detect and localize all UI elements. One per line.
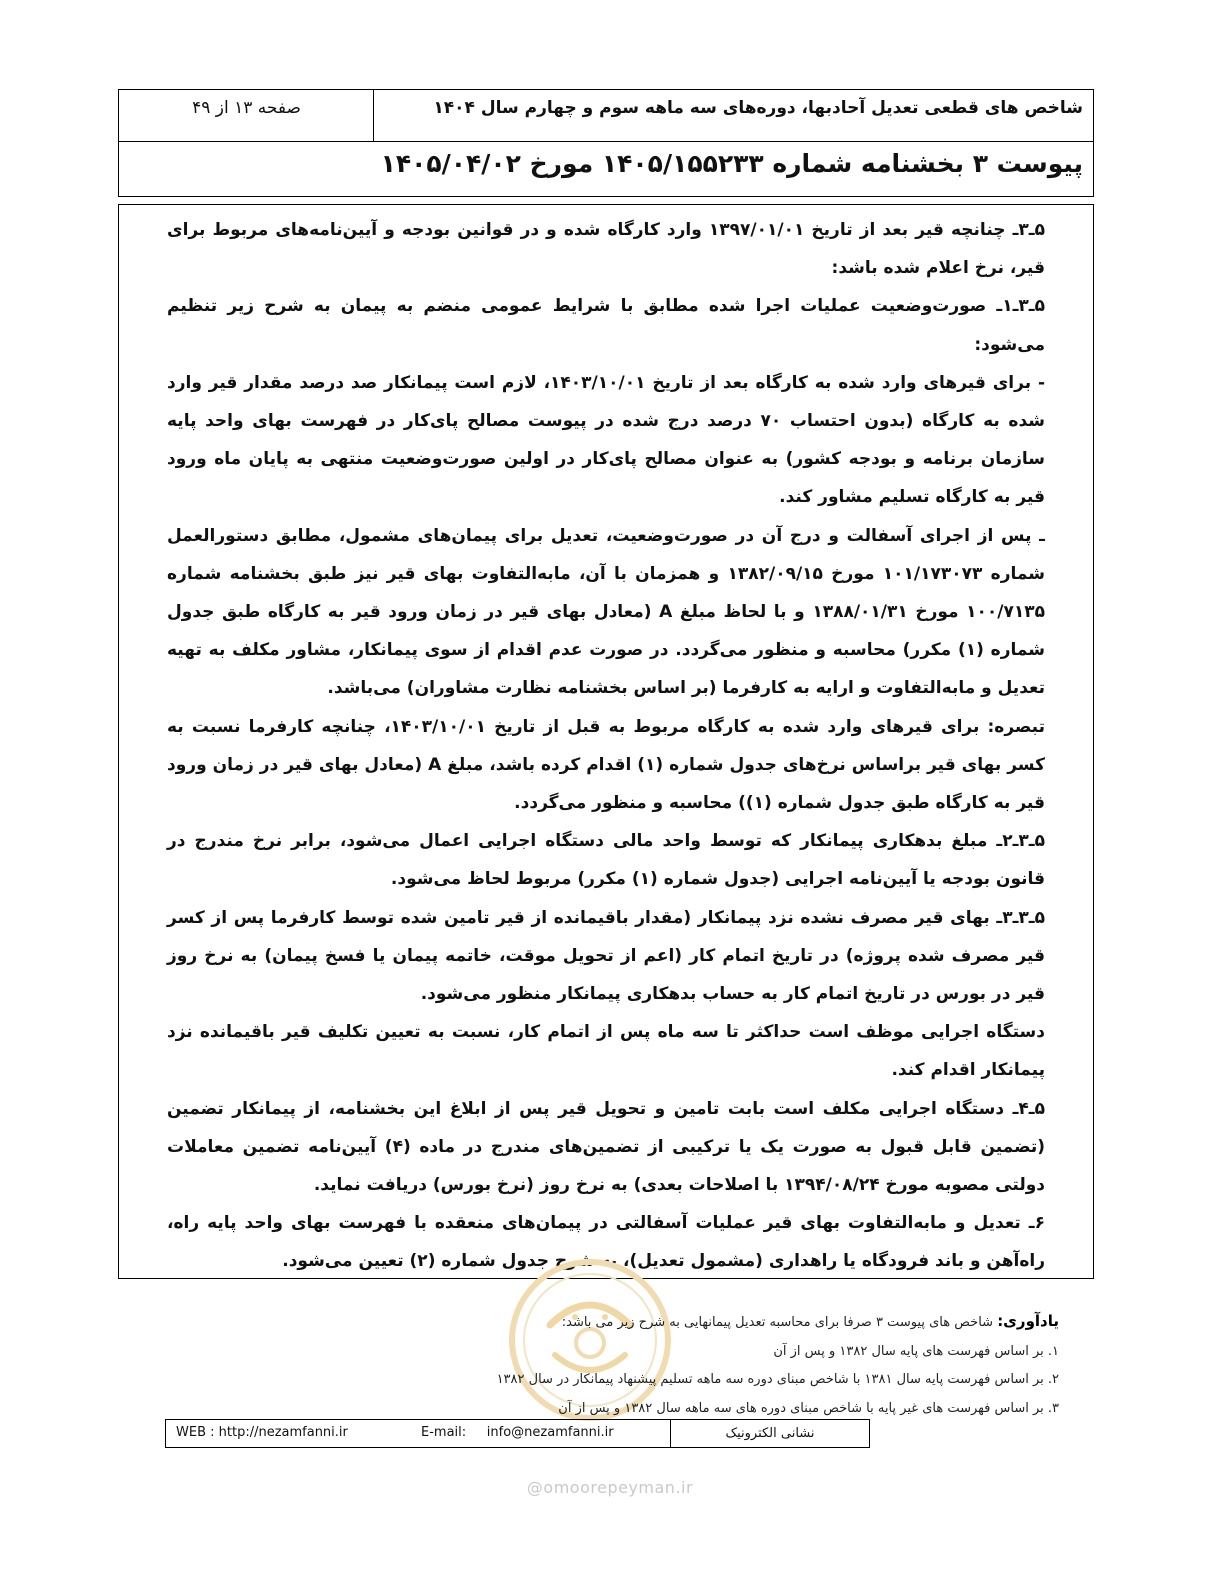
footnote-item: ۲. بر اساس فهرست پایه سال ۱۳۸۱ با شاخص مبنای دوره سه ماهه تسلیم پیشنهاد پیمانکار در سال ۱۳۸۲	[496, 1372, 1059, 1387]
footnote-intro: شاخص های پیوست ۳ صرفا برای محاسبه تعدیل پیمانهایی به شرح زیر می باشد:	[561, 1315, 994, 1330]
body-box	[118, 204, 1094, 1279]
watermark-text: @omoorepeyman.ir	[526, 1478, 694, 1497]
body-paragraph: ۵ـ۴ـ دستگاه اجرایی مکلف است بابت تامین و تحویل قیر پس از ابلاغ این بخشنامه، از پیمانکار تضمین (تضمین قابل قبول به صورت یک یا ترکیبی از تضمین‌های مندرج در ماده (۴) آیین‌نامه تضمین معاملات دولتی مصوبه مورخ ۱۳۹۴/۰۸/۲۴ با اصلاحات بعدی) به نرخ روز (نرخ بورس) دریافت نماید.	[167, 1098, 1045, 1196]
contact-email[interactable]: E-mail: info@nezamfanni.ir	[421, 1425, 614, 1440]
body-paragraph: دستگاه اجرایی موظف است حداکثر تا سه ماه پس از اتمام کار، نسبت به تعیین تکلیف قیر باقیمانده نزد پیمانکار اقدام کند.	[167, 1022, 1045, 1081]
body-paragraph: - برای قیرهای وارد شده به کارگاه بعد از تاریخ ۱۴۰۳/۱۰/۰۱، لازم است پیمانکار صد درصد مقدار قیر وارد شده به کارگاه (بدون احتساب ۷۰ درصد درج شده در پیوست مصالح پای‌کار در فهرست بهای واحد پایه سازمان برنامه و بودجه کشور) به عنوان مصالح پای‌کار در اولین صورت‌وضعیت منتهی به پایان ماه ورود قیر به کارگاه تسلیم مشاور کند.	[167, 372, 1045, 508]
page-number: صفحه ۱۳ از ۴۹	[192, 98, 301, 118]
footnote-header	[159, 1307, 1059, 1338]
contact-label: نشانی الکترونیک	[670, 1420, 869, 1447]
header-row	[119, 90, 1093, 142]
document-subtitle: پیوست ۳ بخشنامه شماره ۱۴۰۵/۱۵۵۲۳۳ مورخ ۱۴۰۵/۰۴/۰۲	[380, 149, 1083, 178]
footnote-title: یادآوری:	[997, 1312, 1059, 1330]
body-paragraph: ۵ـ۳ـ۲ـ مبلغ بدهکاری پیمانکار که توسط واحد مالی دستگاه اجرایی اعمال می‌شود، برابر نرخ مندرج در قانون بودجه یا آیین‌نامه اجرایی (جدول شماره (۱) مکرر) مربوط لحاظ می‌شود.	[167, 831, 1045, 890]
header-title: شاخص های قطعی تعدیل آحادبها، دوره‌های سه ماهه سوم و چهارم سال ۱۴۰۴	[373, 90, 1093, 141]
body-paragraph: ۶ـ تعدیل و مابه‌التفاوت بهای قیر عملیات آسفالتی در پیمان‌های منعقده با فهرست بهای واحد پایه راه، راه‌آهن و باند فرودگاه یا راهداری (مشمول تعدیل)، به شرح جدول شماره (۲) تعیین می‌شود.	[167, 1213, 1045, 1272]
footnote-item: ۱. بر اساس فهرست های پایه سال ۱۳۸۲ و پس از آن	[773, 1343, 1059, 1359]
body-paragraph: تبصره: برای قیرهای وارد شده به کارگاه مربوط به قبل از تاریخ ۱۴۰۳/۱۰/۰۱، چنانچه کارفرما نسبت به کسر بهای قیر براساس نرخ‌های جدول شماره (۱) اقدام کرده باشد، مبلغ A (معادل بهای قیر در زمان ورود قیر به کارگاه طبق جدول شماره (۱)) محاسبه و منظور می‌گردد.	[167, 716, 1045, 814]
footnote-item: ۳. بر اساس فهرست های غیر پایه با شاخص مبنای دوره های سه ماهه سال ۱۳۸۲ و پس از آن	[558, 1400, 1059, 1416]
contact-web-link[interactable]: WEB : http://nezamfanni.ir	[176, 1425, 348, 1440]
body-paragraph: ۵ـ۳ـ۳ـ بهای قیر مصرف نشده نزد پیمانکار (مقدار باقیمانده از قیر تامین شده توسط کارفرما پس از کسر قیر مصرف شده پروژه) در تاریخ اتمام کار (اعم از تحویل موقت، خاتمه پیمان یا فسخ پیمان) به نرخ روز قیر در بورس در تاریخ اتمام کار به حساب بدهکاری پیمانکار منظور می‌شود.	[167, 907, 1045, 1005]
body-paragraph: ۵ـ۳ـ۱ـ صورت‌وضعیت عملیات اجرا شده مطابق با شرایط عمومی منضم به پیمان به شرح زیر تنظیم می‌شود:	[167, 296, 1045, 355]
body-paragraph: ـ پس از اجرای آسفالت و درج آن در صورت‌وضعیت، تعدیل برای پیمان‌های مشمول، مطابق دستورالعمل شماره ۱۰۱/۱۷۳۰۷۳ مورخ ۱۳۸۲/۰۹/۱۵ و همزمان با آن، مابه‌التفاوت بهای قیر نیز طبق بخشنامه شماره ۱۰۰/۷۱۳۵ مورخ ۱۳۸۸/۰۱/۳۱ و با لحاظ مبلغ A (معادل بهای قیر در زمان ورود قیر به کارگاه طبق جدول شماره (۱) مکرر) محاسبه و منظور می‌گردد. در صورت عدم اقدام از سوی پیمانکار، مشاور مکلف به تهیه تعدیل و مابه‌التفاوت و ارایه به کارفرما (بر اساس بخشنامه نظارت مشاوران) می‌باشد.	[167, 525, 1046, 699]
footnote	[159, 1307, 1059, 1423]
body-paragraph: ۵ـ۳ـ چنانچه قیر بعد از تاریخ ۱۳۹۷/۰۱/۰۱ وارد کارگاه شده و در قوانین بودجه و آیین‌نامه‌های مربوط برای قیر، نرخ اعلام شده باشد:	[167, 220, 1045, 279]
contact-box	[165, 1419, 870, 1448]
header-box	[118, 89, 1094, 197]
